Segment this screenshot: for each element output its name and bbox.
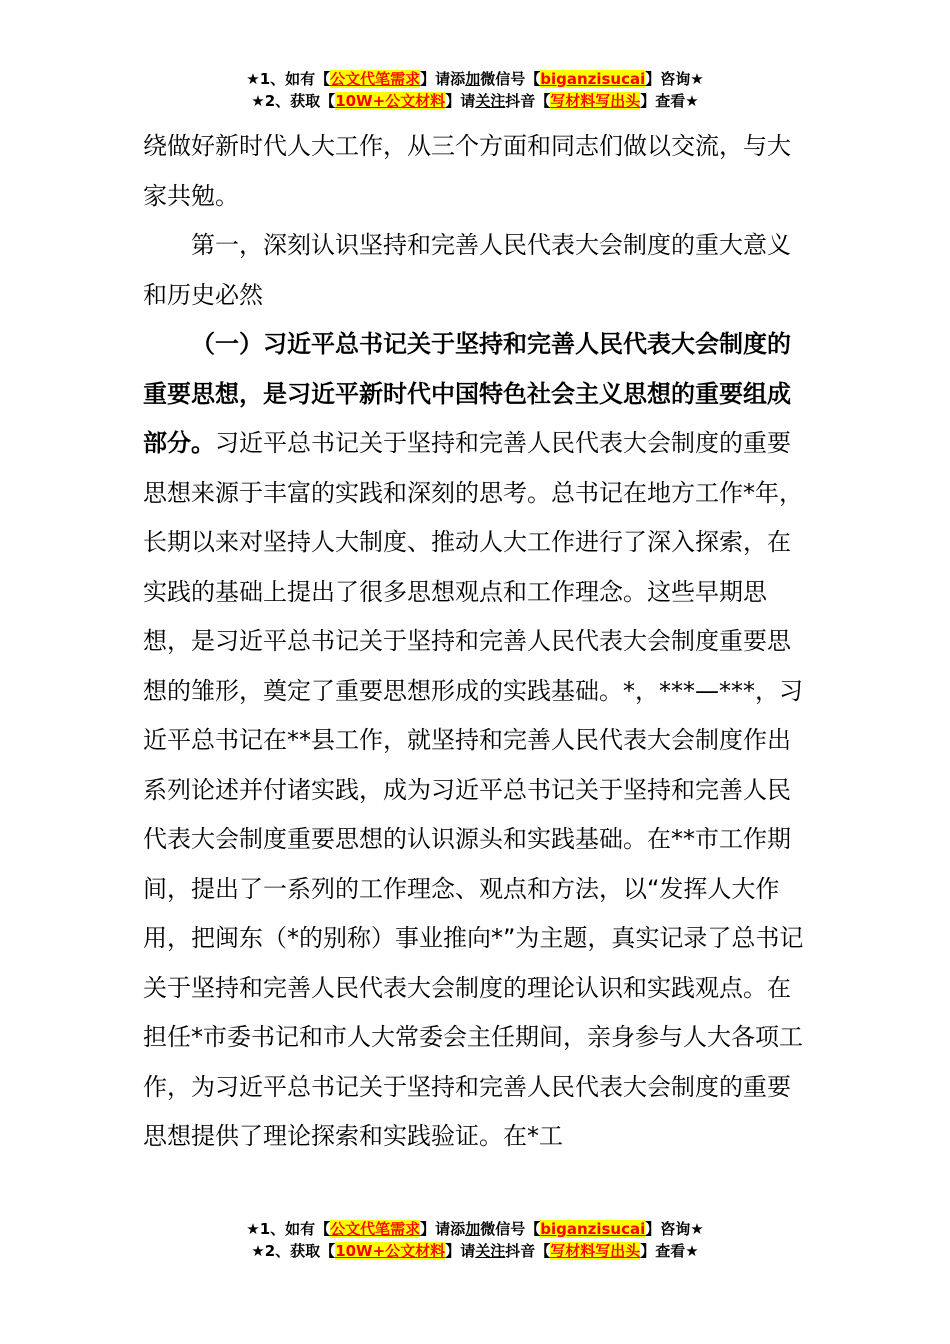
banner-line1-underlined: 加 <box>465 70 481 88</box>
subsection-1-heading: （一）习近平总书记关于坚持和完善人民代表大会制度的重要思想，是习近平新时代中国特色社会主义思想的重要组成部分。 <box>143 330 791 457</box>
footer-line1-highlight-1: 公文代笔需求 <box>330 1220 421 1238</box>
footer-line2-highlight-2: 写材料写出头 <box>550 1242 641 1260</box>
footer-banner-line-1 <box>0 1218 950 1240</box>
footer-line2-highlight-1: 10W+公文材料 <box>335 1242 446 1260</box>
banner-line2-middle-1: 】请 <box>445 92 476 110</box>
banner-line2-suffix: 】查看★ <box>640 92 699 110</box>
footer-line1-middle-2: 微信号【 <box>480 1220 541 1238</box>
footer-line1-prefix: ★1、如有【 <box>246 1220 331 1238</box>
banner-line2-highlight-1: 10W+公文材料 <box>335 92 446 110</box>
banner-line1-highlight-1: 公文代笔需求 <box>330 70 421 88</box>
banner-line1-middle-1: 】请添 <box>420 70 466 88</box>
paragraph-continuation: 绕做好新时代人大工作，从三个方面和同志们做以交流，与大家共勉。 <box>143 132 791 210</box>
banner-line1-suffix: 】咨询★ <box>645 70 704 88</box>
footer-line1-suffix: 】咨询★ <box>645 1220 704 1238</box>
document-body <box>143 122 808 1162</box>
footer-line1-underlined: 加 <box>465 1220 481 1238</box>
section-heading: 第一，深刻认识坚持和完善人民代表大会制度的重大意义和历史必然 <box>143 231 791 309</box>
banner-line2-prefix: ★2、获取【 <box>251 92 336 110</box>
footer-line2-underlined: 关注 <box>475 1242 506 1260</box>
footer-line1-middle-1: 】请添 <box>420 1220 466 1238</box>
footer-banner-line-2 <box>0 1240 950 1262</box>
banner-line1-highlight-2: biganzisucai <box>540 70 646 88</box>
banner-line1-middle-2: 微信号【 <box>480 70 541 88</box>
footer-line2-middle-2: 抖音【 <box>505 1242 551 1260</box>
footer-line1-highlight-2: biganzisucai <box>540 1220 646 1238</box>
banner-line-2 <box>0 90 950 112</box>
footer-line2-suffix: 】查看★ <box>640 1242 699 1260</box>
banner-line2-highlight-2: 写材料写出头 <box>550 92 641 110</box>
footer-line2-prefix: ★2、获取【 <box>251 1242 336 1260</box>
paragraph-subsection-1 <box>143 320 808 1162</box>
subsection-1-text: 习近平总书记关于坚持和完善人民代表大会制度的重要思想来源于丰富的实践和深刻的思考。总书记在地方工作*年，长期以来对坚持人大制度、推动人大工作进行了深入探索，在实践的基础上提出了很多思想观点和工作理念。这些早期思想，是习近平总书记关于坚持和完善人民代表大会制度重要思想的雏形，奠定了重要思想形成的实践基础。*，***—***，习近平总书记在**县工作，就坚持和完善人民代表大会制度作出系列论述并付诸实践，成为习近平总书记关于坚持和完善人民代表大会制度重要思想的认识源头和实践基础。在**市工作期间，提出了一系列的工作理念、观点和方法，以“发挥人大作用，把闽东（*的别称）事业推向*”为主题，真实记录了总书记关于坚持和完善人民代表大会制度的理论认识和实践观点。在担任*市委书记和市人大常委会主任期间，亲身参与人大各项工作，为习近平总书记关于坚持和完善人民代表大会制度的重要思想提供了理论探索和实践验证。在*工 <box>143 429 804 1150</box>
banner-line1-prefix: ★1、如有【 <box>246 70 331 88</box>
footer-line2-middle-1: 】请 <box>445 1242 476 1260</box>
header-banner <box>0 68 950 112</box>
footer-banner <box>0 1218 950 1262</box>
banner-line2-underlined: 关注 <box>475 92 506 110</box>
banner-line2-middle-2: 抖音【 <box>505 92 551 110</box>
banner-line-1 <box>0 68 950 90</box>
